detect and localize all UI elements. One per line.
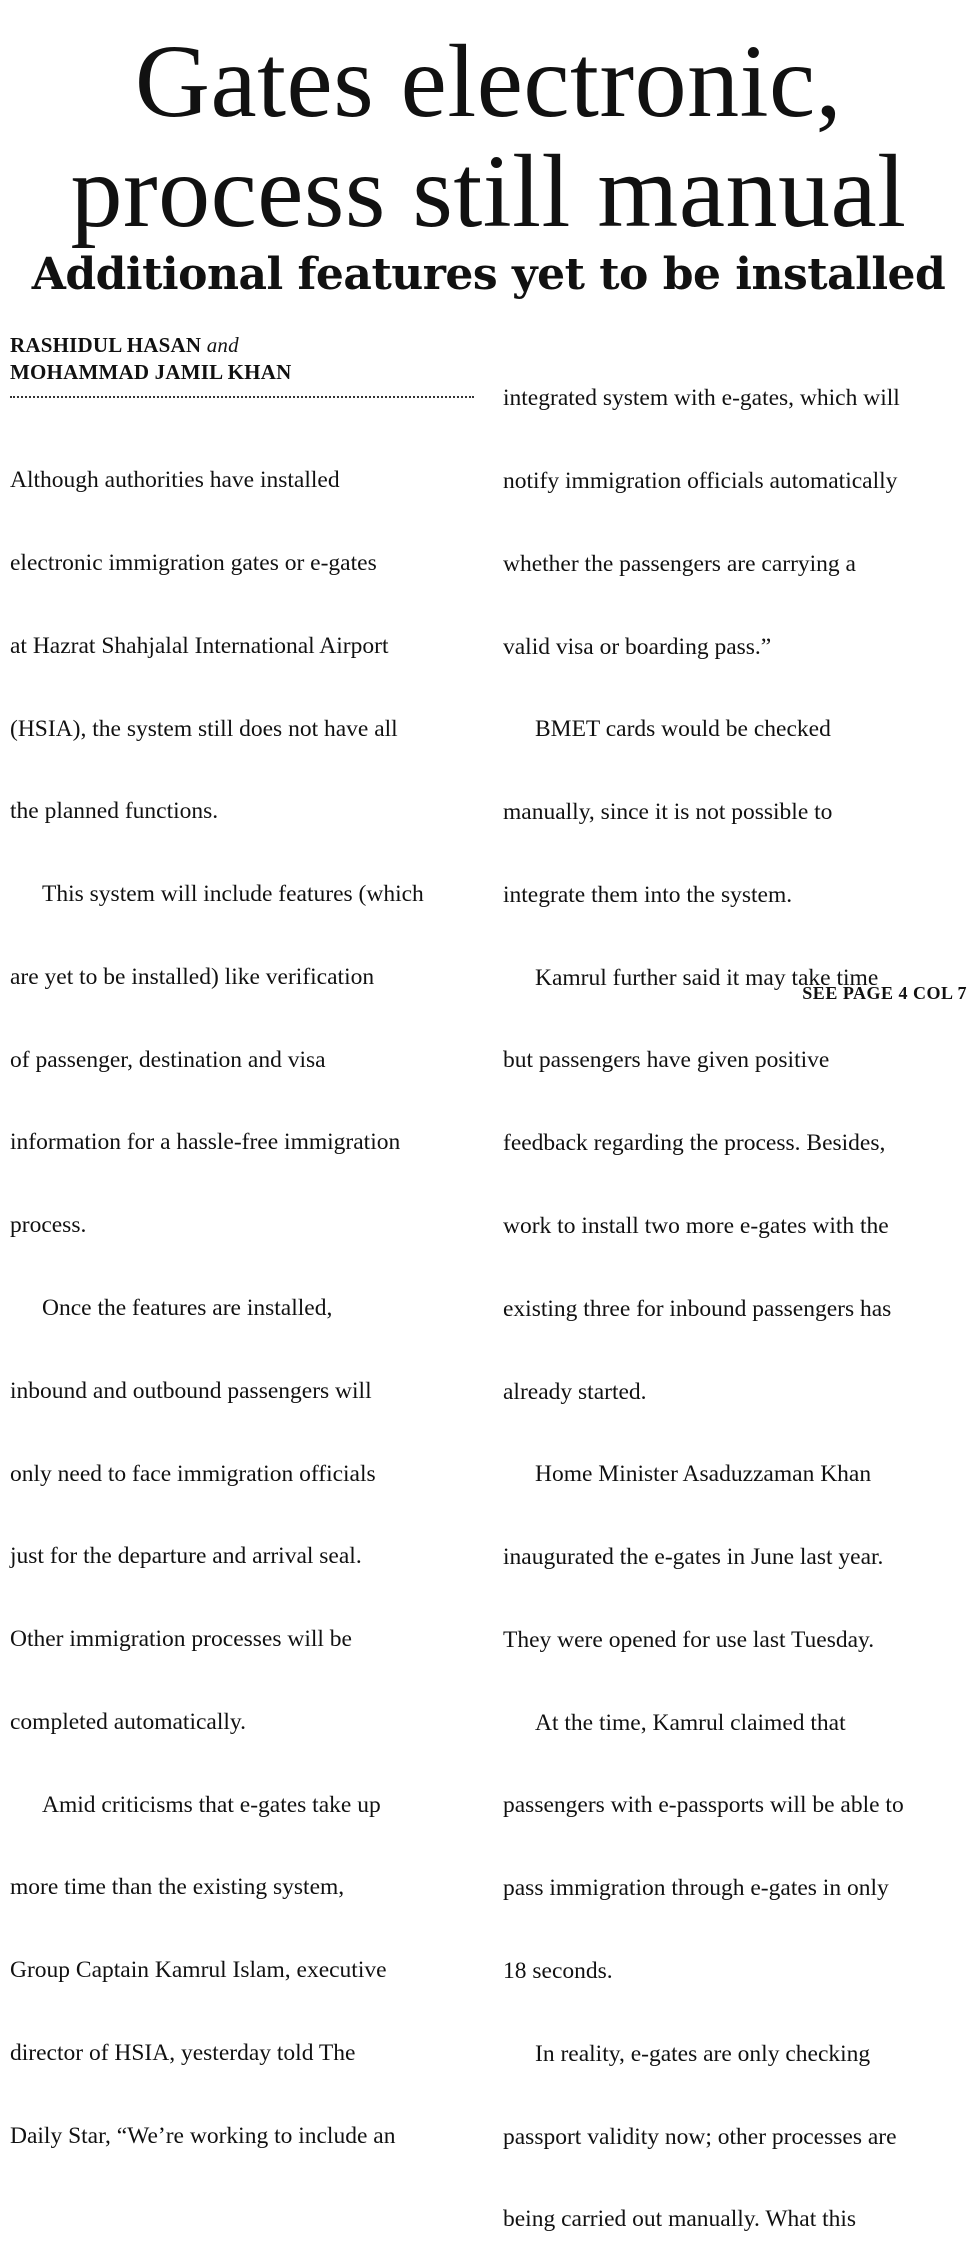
text-line: inbound and outbound passengers will: [10, 1377, 372, 1404]
text-line: the planned functions.: [10, 798, 219, 825]
text-line: They were opened for use last Tuesday.: [503, 1626, 875, 1653]
byline-divider: [10, 396, 474, 398]
byline-connector: and: [206, 333, 239, 357]
paragraph-start-line: Home Minister Asaduzzaman Khan: [535, 1461, 872, 1488]
paragraph-start-line: BMET cards would be checked: [535, 716, 831, 743]
headline-line-2: process still manual: [70, 134, 907, 249]
text-line: already started.: [503, 1378, 647, 1405]
text-line: notify immigration officials automatically: [503, 467, 898, 494]
text-line: inaugurated the e-gates in June last year.: [503, 1544, 884, 1571]
text-line: but passengers have given positive: [503, 1047, 830, 1074]
text-line: pass immigration through e-gates in only: [503, 1875, 889, 1902]
text-line: completed automatically.: [10, 1708, 246, 1735]
text-line: of passenger, destination and visa: [10, 1046, 326, 1073]
author-name-1: RASHIDUL HASAN: [10, 333, 202, 357]
text-line: work to install two more e-gates with the: [503, 1213, 889, 1239]
text-line: integrated system with e-gates, which will: [503, 385, 900, 412]
headline-line-1: Gates electronic,: [134, 24, 843, 139]
continuation-jump-line: SEE PAGE 4 COL 7: [802, 983, 967, 1003]
text-line: director of HSIA, yesterday told The: [10, 2040, 356, 2067]
text-line: whether the passengers are carrying a: [503, 550, 856, 577]
text-line: passengers with e-passports will be able to: [503, 1792, 904, 1819]
article-column-right: [503, 330, 973, 2262]
text-line: only need to face immigration officials: [10, 1460, 376, 1487]
text-line: 18 seconds.: [503, 1958, 613, 1985]
byline-author-2: MOHAMMAD JAMIL KHAN: [10, 360, 292, 384]
text-line: information for a hassle-free immigration: [10, 1129, 401, 1156]
text-line: Although authorities have installed: [10, 467, 340, 494]
text-line: Group Captain Kamrul Islam, executive: [10, 1957, 387, 1984]
paragraph-start-line: Once the features are installed,: [42, 1295, 333, 1321]
text-line: valid visa or boarding pass.”: [503, 633, 772, 660]
text-line: existing three for inbound passengers has: [503, 1295, 892, 1322]
text-line: Daily Star, “We’re working to include an: [10, 2122, 396, 2149]
subheadline: Additional features yet to be installed: [31, 249, 946, 300]
text-line: (HSIA), the system still does not have all: [10, 715, 398, 742]
text-line: feedback regarding the process. Besides,: [503, 1130, 886, 1157]
text-line: just for the departure and arrival seal.: [10, 1543, 362, 1570]
text-line: being carried out manually. What this: [503, 2206, 857, 2233]
paragraph-start-line: This system will include features (which: [42, 881, 424, 908]
text-line: at Hazrat Shahjalal International Airport: [10, 632, 389, 659]
paragraph-start-line: Amid criticisms that e-gates take up: [42, 1791, 381, 1818]
byline-author-1: [10, 332, 239, 359]
text-line: passport validity now; other processes are: [503, 2123, 897, 2150]
text-line: are yet to be installed) like verification: [10, 963, 375, 990]
text-line: integrate them into the system.: [503, 881, 793, 908]
text-line: process.: [10, 1212, 87, 1239]
paragraph-start-line: At the time, Kamrul claimed that: [535, 1709, 846, 1736]
paragraph-start-line: Kamrul further said it may take time: [535, 964, 879, 991]
text-line: manually, since it is not possible to: [503, 799, 833, 826]
text-line: Other immigration processes will be: [10, 1626, 352, 1653]
article-column-left: [10, 412, 480, 2178]
paragraph-start-line: In reality, e-gates are only checking: [535, 2040, 871, 2067]
text-line: more time than the existing system,: [10, 1874, 345, 1901]
text-line: electronic immigration gates or e-gates: [10, 549, 377, 576]
